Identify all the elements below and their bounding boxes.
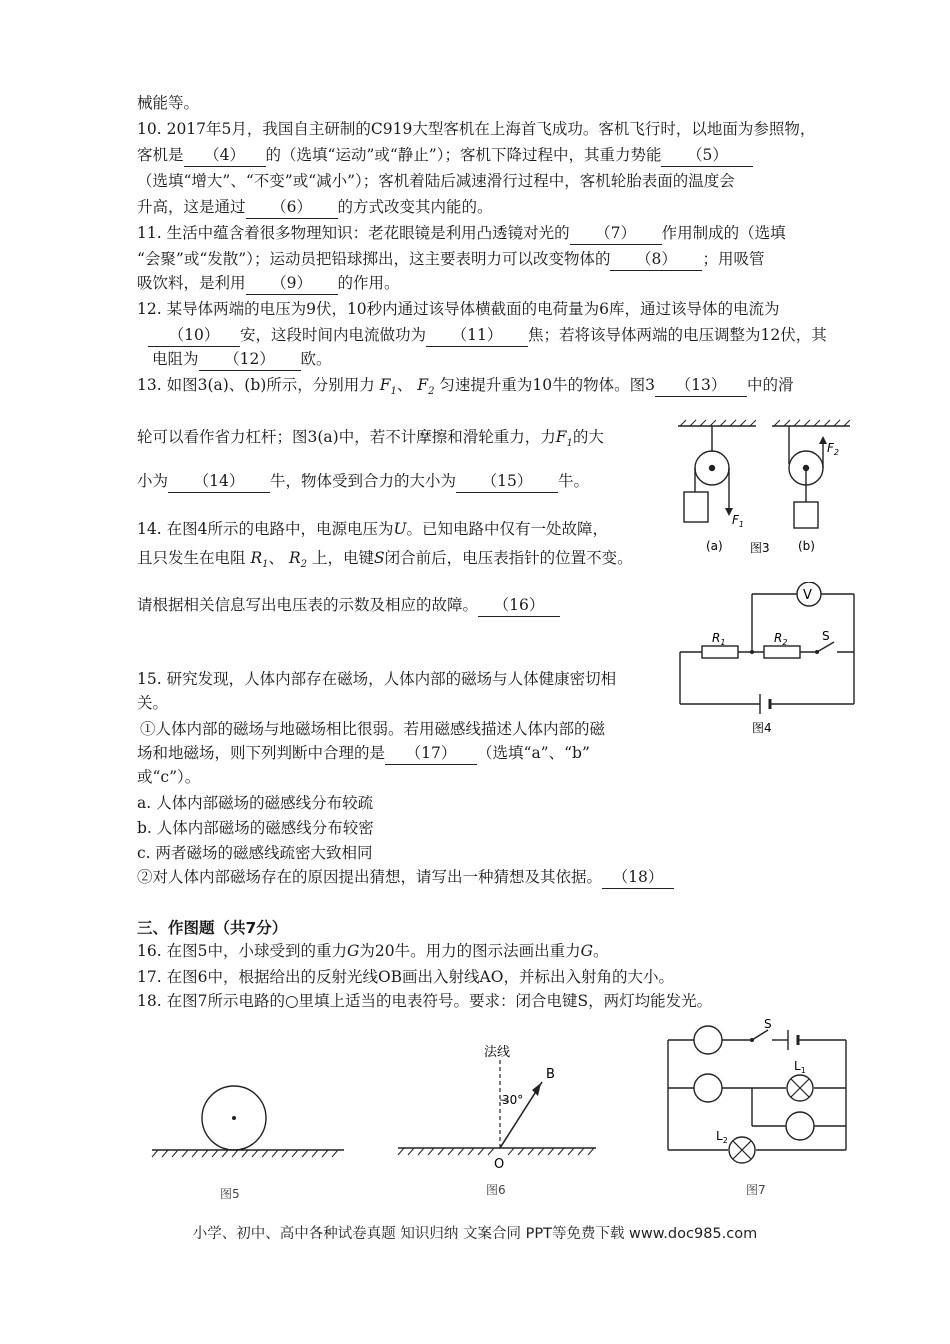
lamp-l1-label: $L_1$ [794, 1059, 806, 1075]
meter-slot-2 [694, 1074, 722, 1102]
answer-blank-9: （9） [246, 272, 338, 295]
question-13-line-2: 轮可以看作省力杠杆；图3(a)中，若不计摩擦和滑轮重力，力$F_1$的大 [137, 428, 604, 450]
question-14-line-3: 请根据相关信息写出电压表的示数及相应的故障。 （16） [137, 594, 560, 617]
answer-blank-14: （14） [168, 470, 270, 493]
switch-label: S [764, 1018, 772, 1031]
text-line: 械能等。 [137, 94, 200, 112]
question-14-line-2: 且只发生在电阻 $R_1$、 $R_2$ 上，电键S闭合前后，电压表指针的位置不变。 [137, 549, 633, 571]
question-15-line-2: 关。 [137, 694, 169, 712]
question-11-line-2: “会聚”或“发散”）；运动员把铅球掷出，这主要表明力可以改变物体的 （8） ；用吸管 [137, 248, 764, 271]
gravity-g-symbol: G [346, 942, 360, 960]
r1-label: $R_1$ [712, 631, 726, 647]
figure-7-caption: 图7 [746, 1183, 766, 1197]
question-12-line-2: （10） 安，这段时间内电流做功为 （11） 焦；若将该导体两端的电压调整为12伏，其 [148, 324, 827, 347]
answer-blank-12: （12） [199, 348, 301, 371]
question-10-line-4: 升高，这是通过 （6） 的方式改变其内能的。 [137, 196, 493, 219]
force-f1-symbol: $F_1$ [555, 428, 573, 450]
gravity-g-symbol: G [580, 942, 593, 960]
answer-blank-13: （13） [655, 374, 747, 397]
question-13-line-1: 13. 如图3(a)、(b)所示，分别用力 $F_1$、 $F_2$ 匀速提升重为10牛的物体。图3 （13） 中的滑 [137, 376, 794, 398]
option-b: b. 人体内部磁场的磁感线分布较密 [137, 819, 374, 837]
point-o-label: O [494, 1157, 505, 1172]
question-18: 18. 在图7所示电路的○里填上适当的电表符号。要求：闭合电键S，两灯均能发光。 [137, 992, 713, 1010]
answer-blank-7: （7） [570, 222, 662, 245]
figure-6-caption: 图6 [486, 1183, 506, 1197]
answer-blank-17: （17） [385, 742, 477, 765]
question-17: 17. 在图6中，根据给出的反射光线OB画出入射线AO，并标出入射角的大小。 [137, 968, 674, 986]
normal-line-label: 法线 [484, 1045, 511, 1060]
resistor-r2-symbol: $R_2$ [288, 549, 307, 571]
r2-label: $R_2$ [774, 631, 788, 647]
question-15-line-4: 场和地磁场，则下列判断中合理的是 （17） （选填“a”、“b” [137, 742, 590, 765]
section-title: 三、作图题（共7分） [137, 919, 288, 937]
figure-3-pulleys [672, 416, 872, 564]
resistor-r1-symbol: $R_1$ [250, 549, 269, 571]
figure-4-caption: 图4 [752, 721, 772, 735]
question-12-line-1: 12. 某导体两端的电压为9伏，10秒内通过该导体横截面的电荷量为6库，通过该导体的电流为 [137, 300, 780, 318]
figure-4-circuit [672, 582, 862, 742]
f2-label: $F_2$ [827, 441, 839, 457]
option-c: c. 两者磁场的磁感线疏密大致相同 [137, 844, 373, 862]
answer-blank-5: （5） [661, 144, 753, 167]
answer-blank-4: （4） [184, 144, 266, 167]
switch-s-symbol: S [373, 549, 385, 567]
footer-banner: 小学、初中、高中各种试卷真题 知识归纳 文案合同 PPT等免费下载 www.doc985.com [192, 1226, 758, 1242]
meter-slot-3 [786, 1112, 814, 1140]
option-a: a. 人体内部磁场的磁感线分布较疏 [137, 794, 374, 812]
question-15-line-1: 15. 研究发现，人体内部存在磁场，人体内部的磁场与人体健康密切相 [137, 670, 617, 688]
question-10-line-1: 10. 2017年5月，我国自主研制的C919大型客机在上海首飞成功。客机飞行时，以地面为参照物， [137, 120, 816, 138]
point-b-label: B [546, 1067, 555, 1082]
switch-label: S [822, 629, 830, 643]
figure-7-circuit [660, 1018, 860, 1204]
force-f2-symbol: $F_2$ [417, 376, 435, 398]
question-14-line-1: 14. 在图4所示的电路中，电源电压为U。已知电路中仅有一处故障， [137, 520, 609, 538]
figure-3b-label: (b) [798, 539, 815, 553]
meter-slot-1 [694, 1026, 722, 1054]
answer-blank-16: （16） [478, 594, 560, 617]
answer-blank-10: （10） [148, 324, 240, 347]
answer-blank-11: （11） [426, 324, 528, 347]
question-10-line-2: 客机是 （4） 的（选填“运动”或“静止”）；客机下降过程中，其重力势能 （5） [137, 144, 753, 167]
question-16: 16. 在图5中，小球受到的重力G为20牛。用力的图示法画出重力G。 [137, 942, 609, 960]
answer-blank-18: （18） [602, 866, 674, 889]
answer-blank-8: （8） [610, 248, 702, 271]
question-11-line-3: 吸饮料，是利用 （9） 的作用。 [137, 272, 400, 295]
lamp-l2-label: $L_2$ [716, 1129, 728, 1145]
figure-3-caption: 图3 [750, 541, 770, 555]
question-13-line-3: 小为 （14） 牛，物体受到合力的大小为 （15） 牛。 [137, 470, 589, 493]
voltage-u-symbol: U [393, 520, 407, 538]
f1-label: $F_1$ [732, 513, 744, 529]
voltmeter-label: V [803, 588, 812, 603]
figure-3a-label: (a) [706, 539, 723, 553]
answer-blank-15: （15） [456, 470, 558, 493]
force-f1-symbol: $F_1$ [379, 376, 397, 398]
question-15-line-5: 或“c”）。 [137, 768, 201, 786]
question-15-line-6: ②对人体内部磁场存在的原因提出猜想，请写出一种猜想及其依据。 （18） [137, 866, 674, 889]
question-15-line-3: ①人体内部的磁场与地磁场相比很弱。若用磁感线描述人体内部的磁 [140, 720, 606, 738]
figure-5-caption: 图5 [220, 1187, 240, 1201]
figure-6-reflection [392, 1038, 602, 1210]
question-11-line-1: 11. 生活中蕴含着很多物理知识：老花眼镜是利用凸透镜对光的 （7） 作用制成的（选填 [137, 222, 786, 245]
question-12-line-3: 电阻为 （12） 欧。 [152, 348, 332, 371]
figure-5-ball [148, 1080, 348, 1210]
answer-blank-6: （6） [246, 196, 338, 219]
question-10-line-3: （选填“增大”、“不变”或“减小”）；客机着陆后减速滑行过程中，客机轮胎表面的温度会 [137, 172, 735, 190]
angle-label: 30° [502, 1093, 524, 1107]
